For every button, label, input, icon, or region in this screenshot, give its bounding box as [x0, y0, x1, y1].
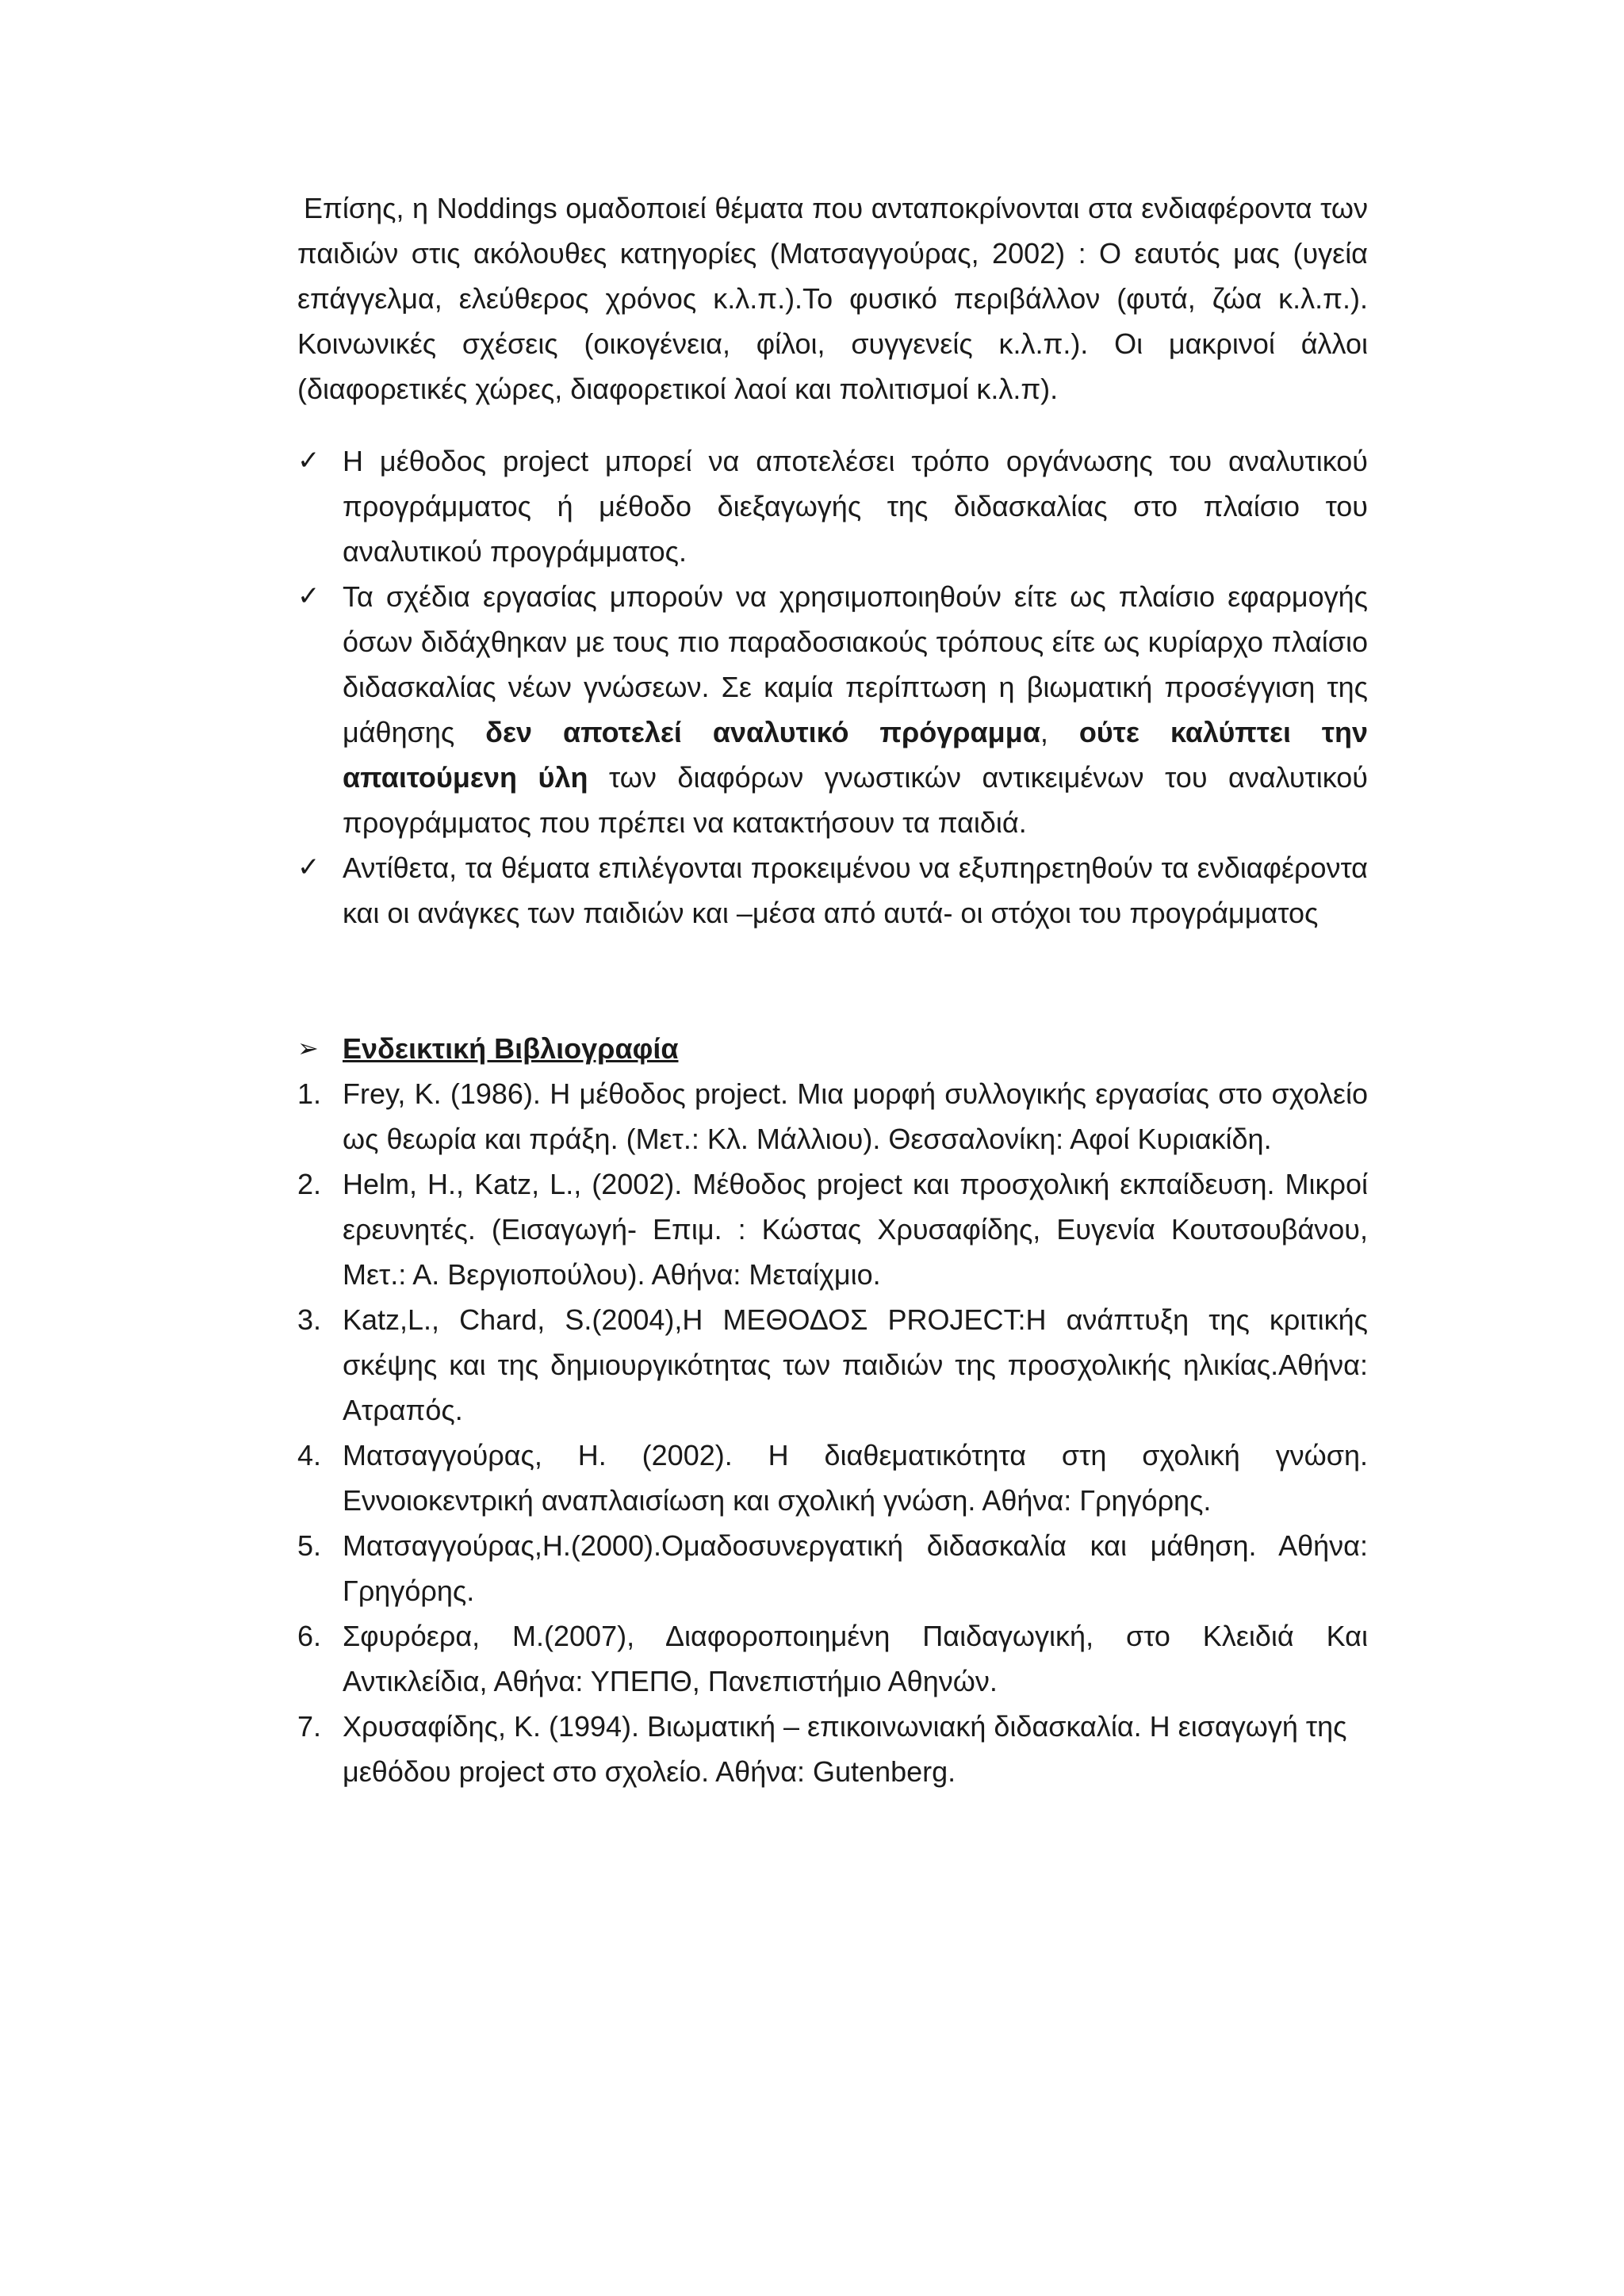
item-text: Σφυρόερα, Μ.(2007), Διαφοροποιημένη Παιδαγωγική, στο Κλειδιά Και Αντικλείδια, Αθήνα: ΥΠΕΠΘ, Πανεπιστήμιο Αθηνών.	[343, 1620, 1368, 1697]
check-item-text: Αντίθετα, τα θέματα επιλέγονται προκειμένου να εξυπηρετηθούν τα ενδιαφέροντα και οι ανάγκες των παιδιών και –μέσα από αυτά- οι στόχοι του προγράμματος	[343, 851, 1368, 929]
check-item-text: Τα σχέδια εργασίας μπορούν να χρησιμοποιηθούν είτε ως πλαίσιο εφαρμογής όσων διδάχθηκαν με τους πιο παραδοσιακούς τρόπους είτε ως κυρίαρχο πλαίσιο διδασκαλίας νέων γνώσεων. Σε καμία περίπτωση η βιωματική προσέγγιση της μάθησης	[343, 580, 1368, 748]
bibliography-item	[297, 1297, 1368, 1433]
item-number: 5.	[297, 1529, 322, 1562]
bibliography-item	[297, 1071, 1368, 1161]
check-list	[297, 438, 1368, 936]
checkmark-icon: ✓	[297, 580, 320, 612]
bibliography-item	[297, 1523, 1368, 1613]
bibliography-heading	[297, 1026, 1368, 1071]
check-item-text: των διαφόρων γνωστικών αντικειμένων του αναλυτικού προγράμματος που πρέπει να κατακτήσουν τα παιδιά.	[343, 761, 1368, 839]
item-number: 1.	[297, 1077, 322, 1110]
bibliography-heading-text: Ενδεικτική Βιβλιογραφία	[343, 1032, 679, 1065]
bibliography-item	[297, 1161, 1368, 1297]
bold-phrase: ούτε καλύπτει την απαιτούμενη ύλη	[343, 716, 1368, 794]
item-text: Χρυσαφίδης, Κ. (1994). Βιωματική – επικοινωνιακή διδασκαλία. Η εισαγωγή της μεθόδου project στο σχολείο. Αθήνα: Gutenberg.	[343, 1710, 1347, 1788]
check-item-3	[297, 845, 1368, 936]
arrow-bullet-icon: ➢	[297, 1033, 319, 1063]
item-text: Ματσαγγούρας,Η.(2000).Ομαδοσυνεργατική διδασκαλία και μάθηση. Αθήνα: Γρηγόρης.	[343, 1529, 1368, 1607]
item-number: 2.	[297, 1168, 322, 1200]
bibliography-item	[297, 1433, 1368, 1523]
intro-paragraph	[297, 186, 1368, 411]
document-page	[297, 186, 1368, 1794]
intro-text: Επίσης, η Noddings ομαδοποιεί θέματα που ανταποκρίνονται στα ενδιαφέροντα των παιδιών στις ακόλουθες κατηγορίες (Ματσαγγούρας, 2002) : Ο εαυτός μας (υγεία επάγγελμα, ελεύθερος χρόνος κ.λ.π.).Το φυσικό περιβάλλον (φυτά, ζώα κ.λ.π.). Κοινωνικές σχέσεις (οικογένεια, φίλοι, συγγενείς κ.λ.π.). Οι μακρινοί άλλοι (διαφορετικές χώρες, διαφορετικοί λαοί και πολιτισμοί κ.λ.π).	[297, 192, 1368, 405]
item-text: Katz,L., Chard, S.(2004),Η ΜΕΘΟΔΟΣ PROJECT:Η ανάπτυξη της κριτικής σκέψης και της δημιουργικότητας των παιδιών της προσχολικής ηλικίας.Αθήνα: Ατραπός.	[343, 1303, 1368, 1426]
item-number: 6.	[297, 1620, 322, 1652]
checkmark-icon: ✓	[297, 445, 320, 476]
check-item-1	[297, 438, 1368, 574]
check-item-text: ,	[1040, 716, 1079, 748]
item-text: Ματσαγγούρας, Η. (2002). Η διαθεματικότητα στη σχολική γνώση. Εννοιοκεντρική αναπλαισίωση και σχολική γνώση. Αθήνα: Γρηγόρης.	[343, 1439, 1368, 1517]
check-item-2	[297, 574, 1368, 845]
bibliography-item	[297, 1704, 1368, 1794]
checkmark-icon: ✓	[297, 851, 320, 883]
bibliography-list	[297, 1071, 1368, 1794]
bold-phrase: δεν αποτελεί αναλυτικό πρόγραμμα	[485, 716, 1040, 748]
bibliography-item	[297, 1613, 1368, 1704]
item-number: 4.	[297, 1439, 322, 1471]
item-text: Helm, H., Katz, L., (2002). Μέθοδος project και προσχολική εκπαίδευση. Μικροί ερευνητές. (Εισαγωγή- Επιμ. : Κώστας Χρυσαφίδης, Ευγενία Κουτσουβάνου, Μετ.: Α. Βεργιοπούλου). Αθήνα: Μεταίχμιο.	[343, 1168, 1368, 1291]
item-text: Frey, K. (1986). Η μέθοδος project. Μια μορφή συλλογικής εργασίας στο σχολείο ως θεωρία και πράξη. (Μετ.: Κλ. Μάλλιου). Θεσσαλονίκη: Αφοί Κυριακίδη.	[343, 1077, 1368, 1155]
item-number: 3.	[297, 1303, 322, 1336]
item-number: 7.	[297, 1710, 322, 1743]
check-item-text: Η μέθοδος project μπορεί να αποτελέσει τρόπο οργάνωσης του αναλυτικού προγράμματος ή μέθοδο διεξαγωγής της διδασκαλίας στο πλαίσιο του αναλυτικού προγράμματος.	[343, 445, 1368, 568]
